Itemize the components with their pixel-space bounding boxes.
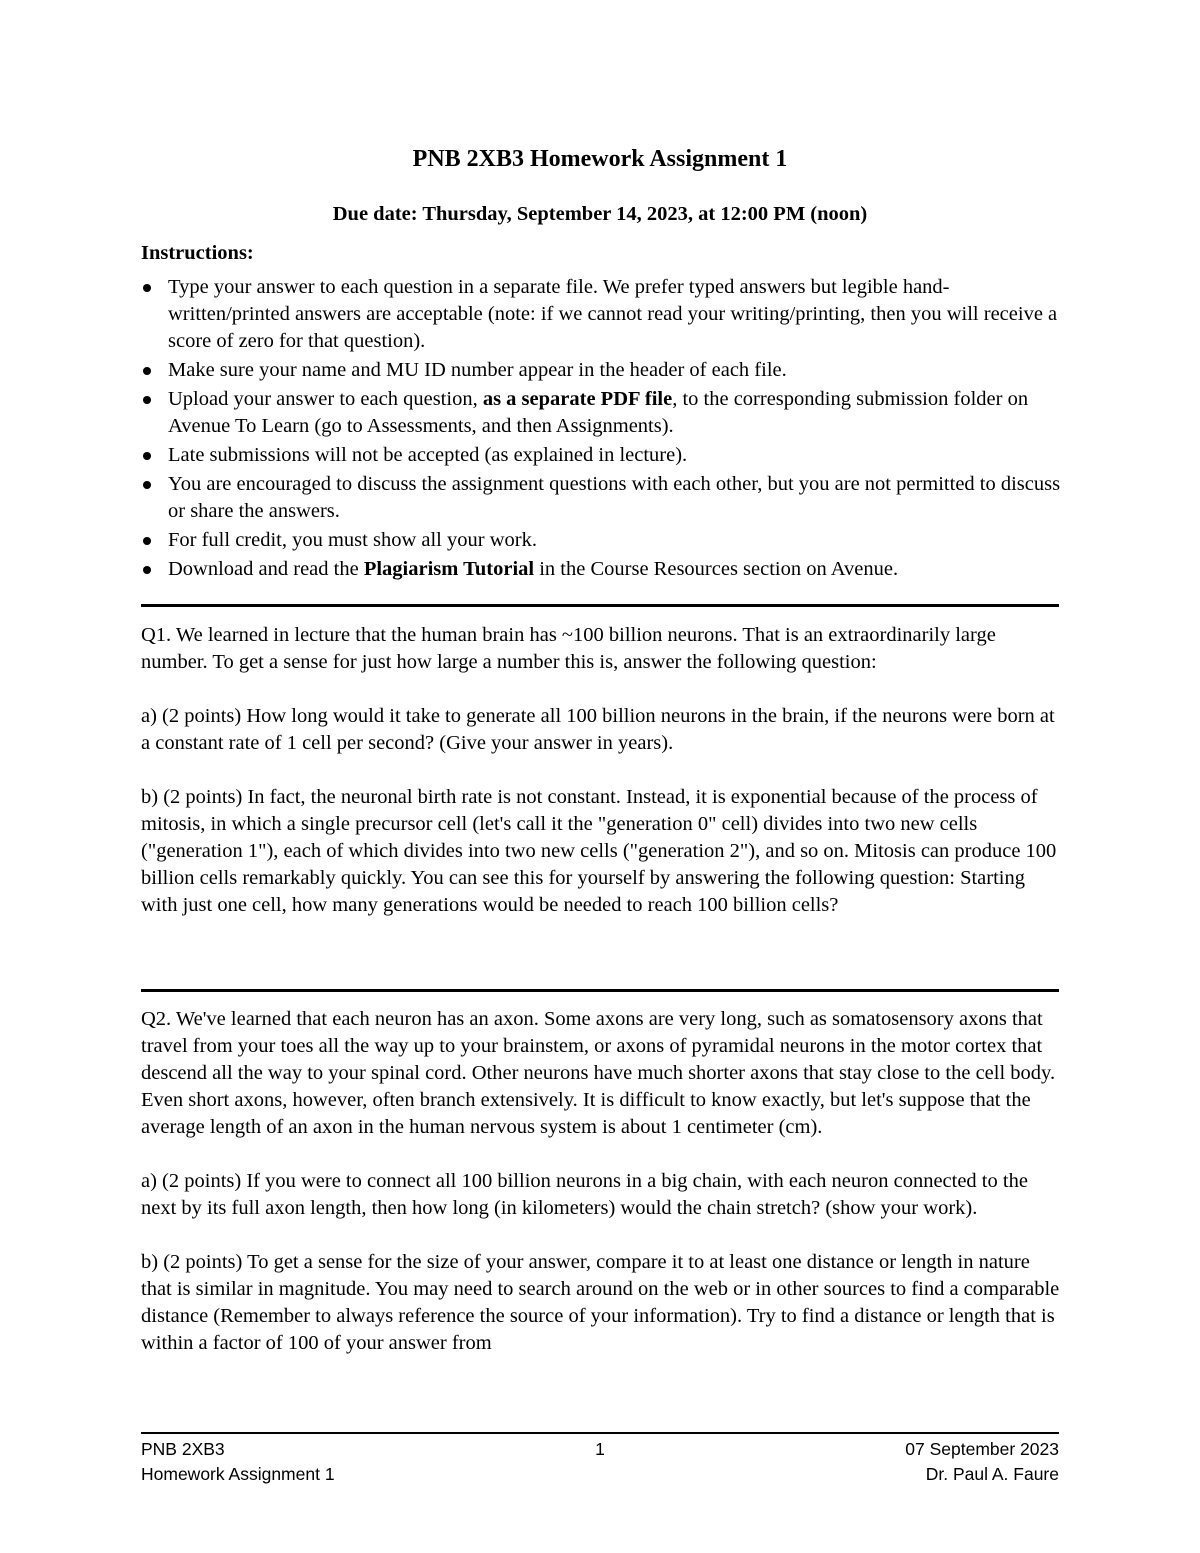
instruction-text: You are encouraged to discuss the assignment questions with each other, but you are not permitted to discuss or share the answers. bbox=[168, 473, 1061, 522]
bullet-icon bbox=[143, 481, 151, 489]
instructions-list bbox=[141, 274, 1061, 585]
instruction-item bbox=[141, 527, 1061, 554]
question-2 bbox=[141, 1006, 1061, 1357]
footer-page-number: 1 bbox=[595, 1439, 605, 1459]
question-1 bbox=[141, 622, 1061, 919]
instruction-text: Upload your answer to each question, bbox=[168, 388, 483, 410]
bullet-icon bbox=[143, 284, 151, 292]
section-divider bbox=[141, 604, 1059, 607]
instruction-item bbox=[141, 442, 1061, 469]
footer-course: PNB 2XB3 bbox=[141, 1439, 225, 1459]
instruction-text: For full credit, you must show all your work. bbox=[168, 529, 537, 551]
instruction-text: in the Course Resources section on Avenue. bbox=[534, 558, 899, 580]
instruction-item bbox=[141, 386, 1061, 440]
footer-assignment: Homework Assignment 1 bbox=[141, 1464, 335, 1484]
bullet-icon bbox=[143, 452, 151, 460]
question-2-part-b: b) (2 points) To get a sense for the size of your answer, compare it to at least one distance or length in nature that is similar in magnitude. You may need to search around on the web or in other sources to find a comparable distance (Remember to always reference the source of your information). Try to find a distance or length that is within a factor of 100 of your answer from bbox=[141, 1251, 1060, 1354]
instruction-item bbox=[141, 274, 1061, 355]
section-divider bbox=[141, 989, 1059, 992]
question-1-part-b: b) (2 points) In fact, the neuronal birth rate is not constant. Instead, it is exponential because of the process of mitosis, in which a single precursor cell (let's call it the "generation 0" cell) divides into two new cells ("generation 1"), each of which divides into two new cells ("generation 2"), and so on. Mitosis can produce 100 billion cells remarkably quickly. You can see this for yourself by answering the following question: Starting with just one cell, how many generations would be needed to reach 100 billion cells? bbox=[141, 786, 1057, 916]
due-date: Due date: Thursday, September 14, 2023, at 12:00 PM (noon) bbox=[332, 203, 868, 225]
instruction-text: Download and read the bbox=[168, 558, 364, 580]
instruction-item bbox=[141, 556, 1061, 583]
bullet-icon bbox=[143, 566, 151, 574]
footer-divider bbox=[141, 1432, 1059, 1434]
instruction-text: Make sure your name and MU ID number appear in the header of each file. bbox=[168, 359, 787, 381]
instruction-bold-text: as a separate PDF file bbox=[482, 388, 673, 410]
footer-author: Dr. Paul A. Faure bbox=[925, 1464, 1059, 1484]
instruction-text: Late submissions will not be accepted (as explained in lecture). bbox=[168, 444, 688, 466]
document-title: PNB 2XB3 Homework Assignment 1 bbox=[412, 146, 788, 172]
instruction-item bbox=[141, 357, 1061, 384]
instruction-item bbox=[141, 471, 1061, 525]
bullet-icon bbox=[143, 367, 151, 375]
instruction-text: Type your answer to each question in a separate file. We prefer typed answers but legible hand-written/printed answers are acceptable (note: if we cannot read your writing/printing, then you will receive a score of zero for that question). bbox=[168, 276, 1058, 352]
question-2-intro: Q2. We've learned that each neuron has an axon. Some axons are very long, such as somatosensory axons that travel from your toes all the way up to your brainstem, or axons of pyramidal neurons in the motor cortex that descend all the way to your spinal cord. Other neurons have much shorter axons that stay close to the cell body. Even short axons, however, often branch extensively. It is difficult to know exactly, but let's suppose that the average length of an axon in the human nervous system is about 1 centimeter (cm). bbox=[141, 1008, 1056, 1138]
question-1-intro: Q1. We learned in lecture that the human brain has ~100 billion neurons. That is an extraordinarily large number. To get a sense for just how large a number this is, answer the following question: bbox=[141, 624, 996, 673]
footer-date: 07 September 2023 bbox=[905, 1439, 1059, 1459]
instruction-bold-text: Plagiarism Tutorial bbox=[363, 558, 535, 580]
bullet-icon bbox=[143, 537, 151, 545]
question-1-part-a: a) (2 points) How long would it take to generate all 100 billion neurons in the brain, if the neurons were born at a constant rate of 1 cell per second? (Give your answer in years). bbox=[141, 705, 1055, 754]
instructions-heading: Instructions: bbox=[141, 242, 254, 264]
question-2-part-a: a) (2 points) If you were to connect all 100 billion neurons in a big chain, with each neuron connected to the next by its full axon length, then how long (in kilometers) would the chain stretch? (show your work). bbox=[141, 1170, 1028, 1219]
bullet-icon bbox=[143, 396, 151, 404]
instruction-text: , to the corresponding submission folder on Avenue To Learn (go to Assessments, and then Assignments). bbox=[168, 388, 1029, 437]
